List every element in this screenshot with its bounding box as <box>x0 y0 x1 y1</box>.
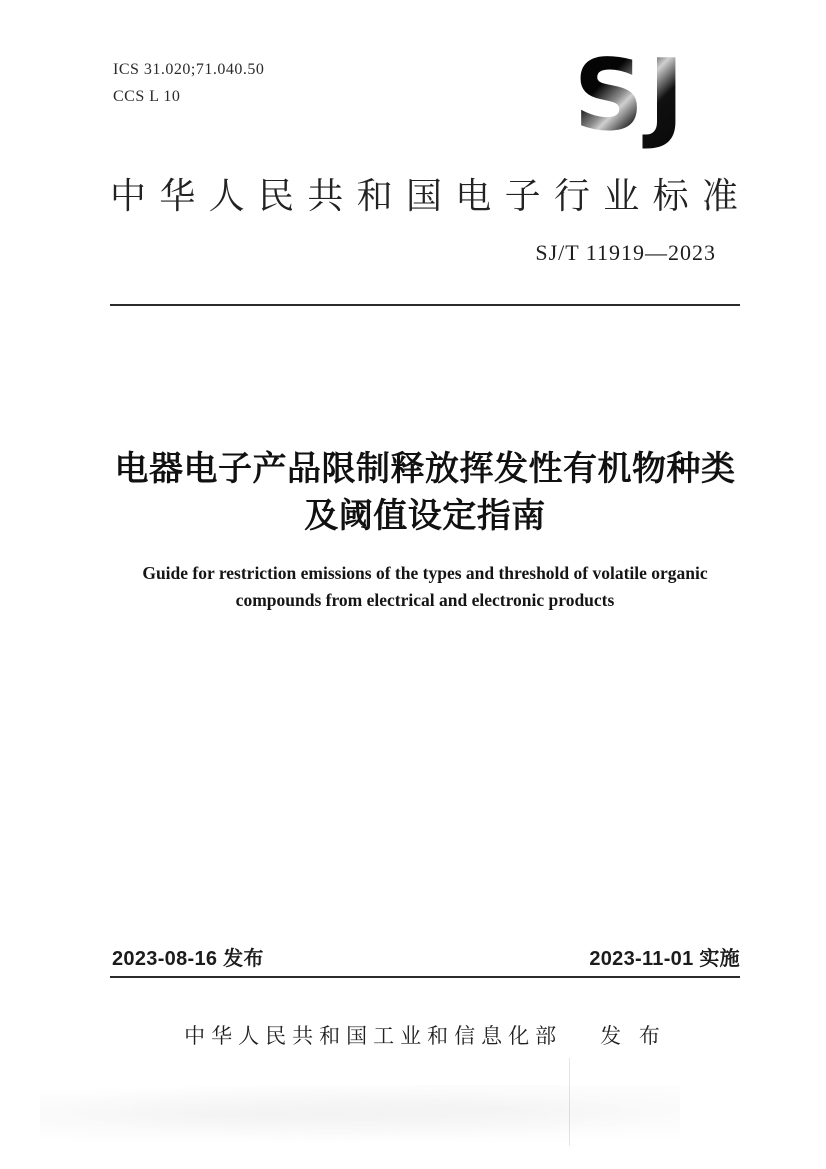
standard-number: SJ/T 11919—2023 <box>535 240 716 265</box>
english-title-line2: compounds from electrical and electronic products <box>235 590 615 610</box>
scan-artifact-line <box>569 1058 570 1146</box>
english-title-line1: Guide for restriction emissions of the types and threshold of volatile organic <box>142 563 708 583</box>
english-title <box>98 560 752 614</box>
chinese-title-line2: 及阈值设定指南 <box>304 497 546 535</box>
top-rule <box>110 304 740 306</box>
classification-codes <box>113 56 264 110</box>
issue-label: 发 布 <box>600 1025 666 1048</box>
ics-code: ICS 31.020;71.040.50 <box>113 61 265 78</box>
sj-logo: SJ <box>556 40 706 152</box>
chinese-title-line1: 电器电子产品限制释放挥发性有机物种类 <box>114 450 736 488</box>
implementation-date: 2023-11-01 实施 <box>589 948 740 970</box>
chinese-title <box>98 446 752 540</box>
release-date: 2023-08-16 发布 <box>112 948 264 970</box>
issuer-name: 中华人民共和国工业和信息化部 <box>184 1025 563 1048</box>
issuer-row <box>98 1022 752 1052</box>
date-row <box>112 946 740 972</box>
bottom-rule <box>110 976 740 978</box>
ccs-code: CCS L 10 <box>113 88 181 105</box>
standard-category-heading: 中 华 人 民 共 和 国 电 子 行 业 标 准 <box>110 175 738 216</box>
scan-artifact-band <box>40 1085 680 1145</box>
